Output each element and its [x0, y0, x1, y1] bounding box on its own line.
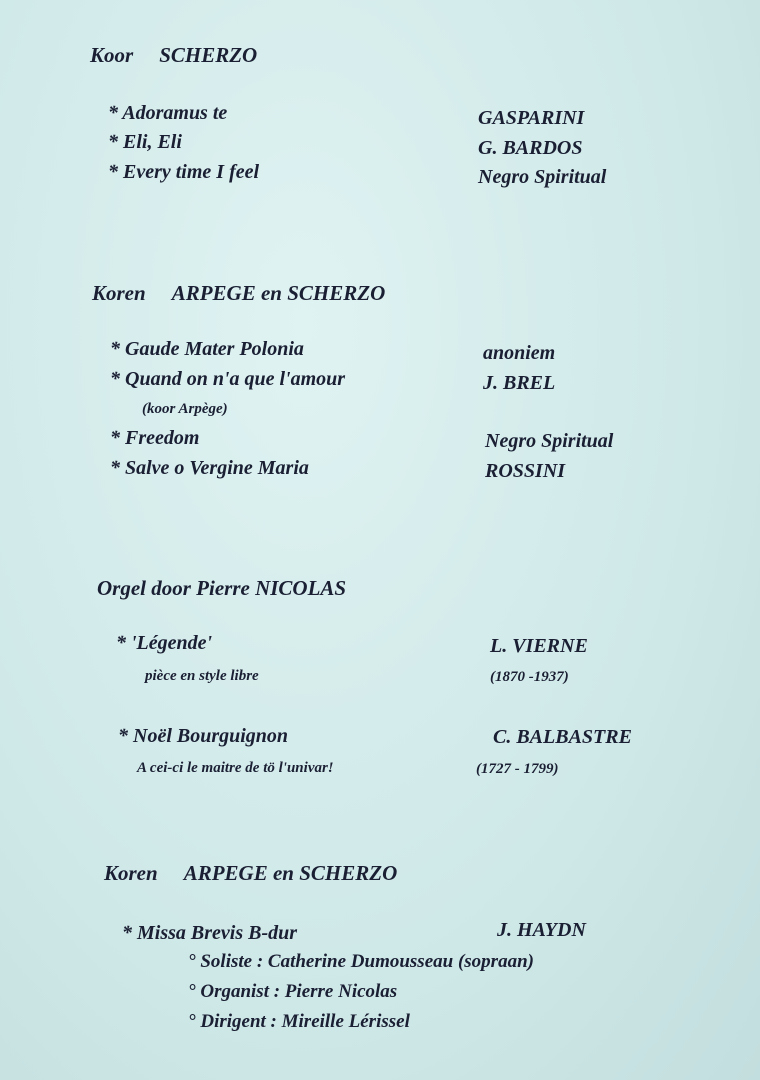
- heading-lead: Koren: [92, 281, 146, 305]
- section-heading: [90, 43, 257, 68]
- performer-line: ° Organist : Pierre Nicolas: [188, 981, 398, 1002]
- section-heading: [104, 861, 397, 886]
- composer: G. BARDOS: [478, 137, 583, 159]
- heading-lead: Koren: [104, 861, 158, 885]
- heading-rest: SCHERZO: [159, 43, 258, 67]
- work-title: * 'Légende': [116, 632, 213, 654]
- work-title: * Salve o Vergine Maria: [110, 457, 309, 479]
- composer: ROSSINI: [485, 460, 566, 482]
- heading-rest: ARPEGE en SCHERZO: [183, 861, 398, 885]
- composer-dates: (1870 -1937): [490, 669, 569, 685]
- section-heading: Orgel door Pierre NICOLAS: [97, 576, 347, 600]
- work-title: * Every time I feel: [108, 161, 260, 183]
- work-note: (koor Arpège): [142, 401, 228, 417]
- composer: L. VIERNE: [490, 635, 588, 657]
- composer: Negro Spiritual: [485, 430, 614, 452]
- performer-line: ° Dirigent : Mireille Lérissel: [188, 1011, 410, 1032]
- work-title: * Noël Bourguignon: [118, 725, 289, 747]
- work-title: * Quand on n'a que l'amour: [110, 368, 346, 390]
- heading-rest: ARPEGE en SCHERZO: [171, 281, 386, 305]
- work-title: * Missa Brevis B-dur: [122, 922, 298, 944]
- composer-dates: (1727 - 1799): [476, 761, 559, 777]
- composer: Negro Spiritual: [478, 166, 607, 188]
- section-heading: [92, 281, 385, 306]
- composer: J. HAYDN: [497, 919, 586, 941]
- heading-lead: Koor: [90, 43, 134, 67]
- work-note: A cei-ci le maitre de tö l'univar!: [137, 760, 334, 776]
- composer: GASPARINI: [478, 107, 585, 129]
- work-title: * Gaude Mater Polonia: [110, 338, 304, 360]
- composer: anoniem: [483, 342, 556, 364]
- work-title: * Eli, Eli: [108, 131, 182, 153]
- work-title: * Adoramus te: [108, 102, 228, 124]
- performer-line: ° Soliste : Catherine Dumousseau (sopraan): [188, 951, 534, 972]
- work-note: pièce en style libre: [145, 668, 259, 684]
- work-title: * Freedom: [110, 427, 200, 449]
- composer: J. BREL: [483, 372, 556, 394]
- composer: C. BALBASTRE: [493, 726, 632, 748]
